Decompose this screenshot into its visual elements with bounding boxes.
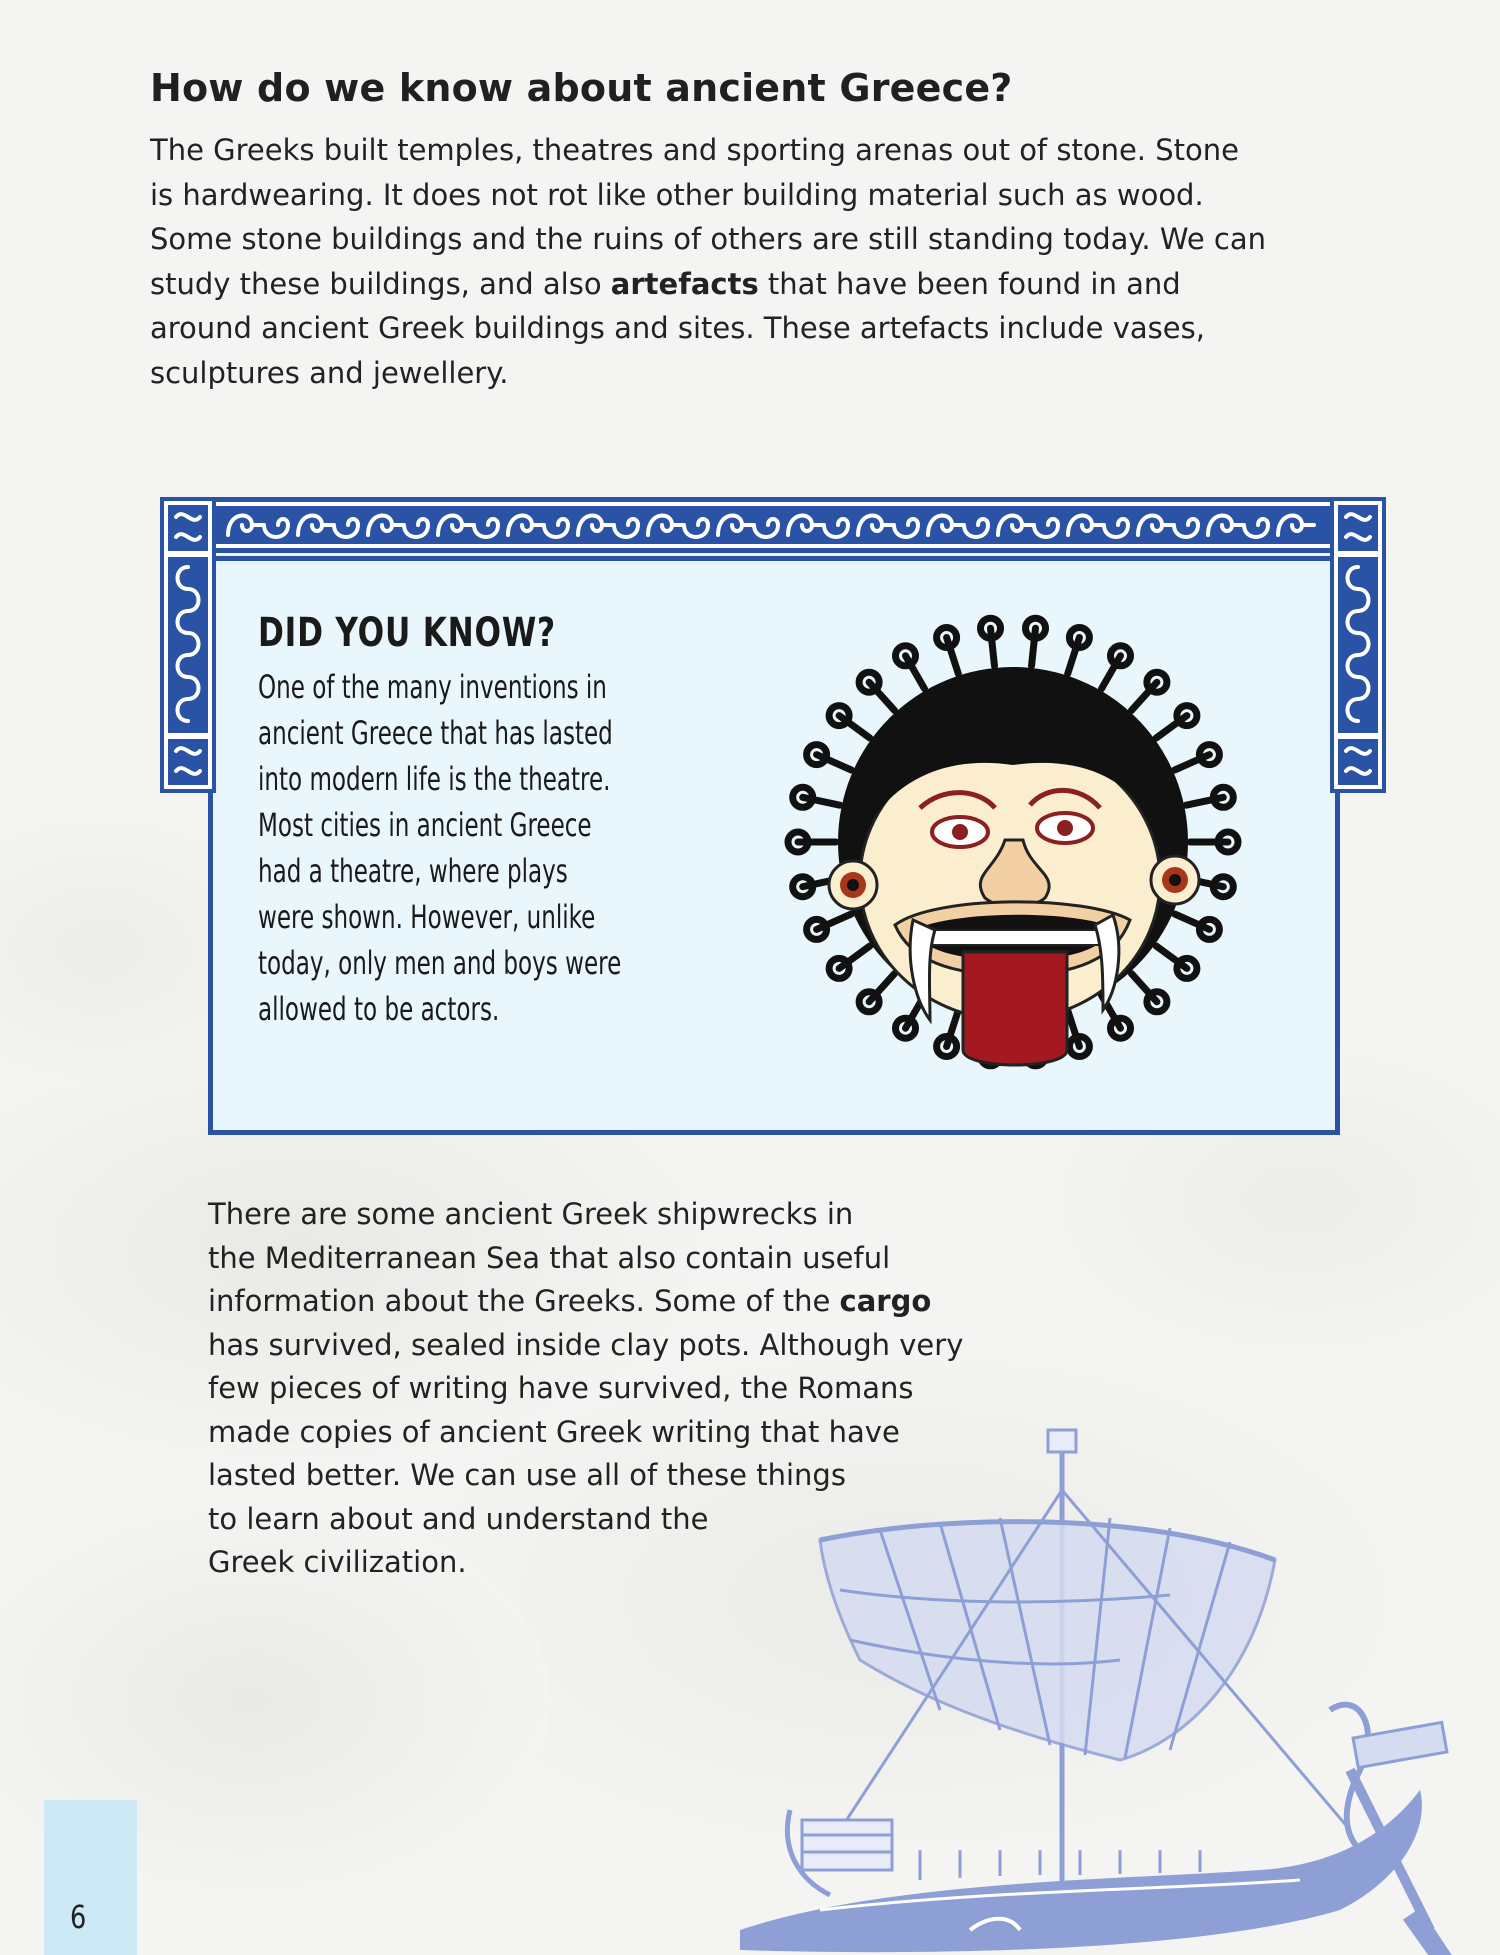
body-line: made copies of ancient Greek writing that have (208, 1414, 900, 1449)
body-line: lasted better. We can use all of these things (208, 1458, 846, 1492)
dyk-line: had a theatre, where plays (258, 852, 568, 890)
body-line: to learn about and understand the (208, 1501, 709, 1536)
intro-paragraph (150, 128, 1270, 395)
body-line: the Mediterranean Sea that also contain useful (208, 1240, 891, 1275)
did-you-know-text (258, 664, 647, 1032)
dyk-line: were shown. However, unlike (258, 898, 596, 936)
page-number: 6 (70, 1898, 87, 1936)
gorgon-mask-icon (755, 580, 1275, 1090)
greek-ship-icon (740, 1410, 1500, 1955)
keyword-cargo: cargo (839, 1284, 932, 1318)
greek-border-icon (208, 497, 1340, 553)
page-heading: How do we know about ancient Greece? (150, 66, 1013, 110)
greek-pillar-left-icon (160, 497, 216, 793)
dyk-line: allowed to be actors. (258, 990, 500, 1028)
body-line: few pieces of writing have survived, the Romans (208, 1371, 914, 1405)
dyk-line: ancient Greece that has lasted (258, 714, 613, 752)
page-tab (44, 1800, 137, 1955)
greek-pillar-right-icon (1330, 497, 1386, 793)
dyk-line: into modern life is the theatre. (258, 760, 611, 798)
body-line: has survived, sealed inside clay pots. Although very (208, 1327, 964, 1362)
dyk-line: One of the many inventions in (258, 668, 607, 706)
did-you-know-title: DID YOU KNOW? (258, 610, 556, 656)
intro-text-1: The Greeks built temples, theatres and sporting arenas out of stone. Stone is hardwearing. It does not rot like other building material such as wood. Some stone buildings and the ruins of others are still standing today. We can study these buildings, and also (150, 133, 1266, 301)
dyk-line: Most cities in ancient Greece (258, 806, 592, 844)
body-line: Greek civilization. (208, 1545, 467, 1579)
body-line: There are some ancient Greek shipwrecks in (208, 1197, 854, 1231)
dyk-line: today, only men and boys were (258, 944, 622, 982)
keyword-artefacts: artefacts (610, 266, 759, 301)
intro-text-2: that have been found in and around ancient Greek buildings and sites. These artefacts include vases, sculptures and jewellery. (150, 266, 1205, 390)
body-line: information about the Greeks. Some of the (208, 1284, 840, 1318)
